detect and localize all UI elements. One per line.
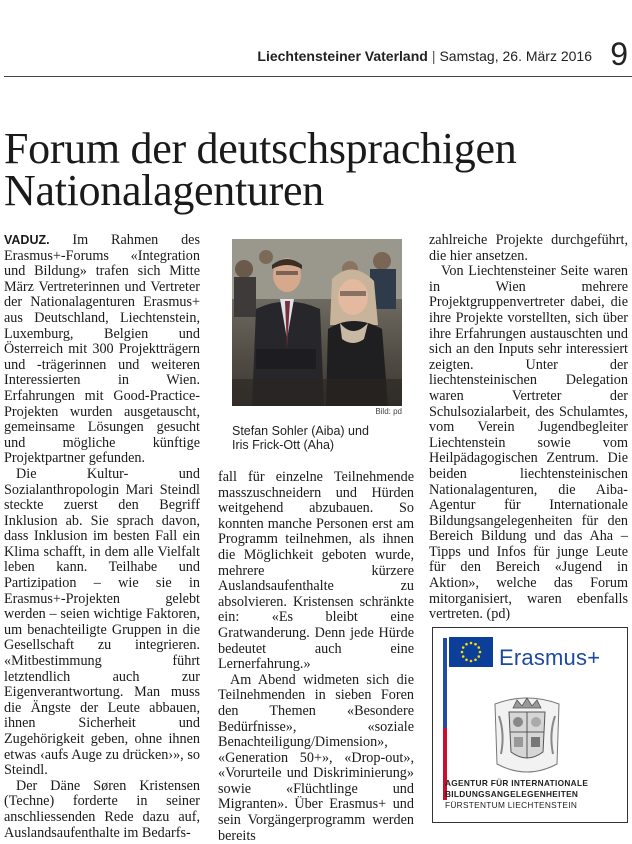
article-column-2	[218, 470, 414, 844]
article-paragraph: Von Liechtensteiner Seite waren in Wien mehrere Projektgruppenvertreter dabei, die ihre Projekte vorstellten, sich über ihre Erfahrungen austauschten und sich an den Inputs sehr interessiert zeigten. Unter der liechtensteinischen Delegation waren Vertreter der Schulsozialarbeit, des Schulamtes, vom Verein Jugendbegleiter Liechtenstein sowie vom Heilpädagogischen Zentrum. Die beiden liechtensteinischen Nationalagenturen, die Aiba-Agentur für Internationale Bildungsangelegenheiten für den Bereich Bildung und das Aha – Tipps und Infos für junge Leute für den Bereich «Jugend in Aktion», welche das Forum mitorganisiert, waren ebenfalls vertreten. (pd)	[429, 263, 628, 623]
dateline: VADUZ.	[4, 233, 50, 247]
liechtenstein-crest-icon	[487, 694, 567, 780]
article-paragraph: fall für einzelne Teilnehmende masszuschneidern und Hürden weitgehend abzubauen. So konnten manche Personen erst am Programm teilnehmen, als ihnen die Möglichkeit geboten wurde, mehrere kürzere Auslandsaufenthalte zu absolvieren. Kristensen schränkte ein: «Es bleibt eine Gratwanderung. Denn jede Hürde bedeutet auch eine Lernerfahrung.»	[218, 469, 414, 673]
eu-flag-icon	[449, 637, 493, 667]
article-photo	[232, 239, 402, 406]
paper-name: Liechtensteiner Vaterland	[257, 48, 428, 64]
agency-line: FÜRSTENTUM LIECHTENSTEIN	[445, 800, 578, 810]
article-column-3	[429, 233, 628, 623]
article-paragraph: Der Däne Søren Kristensen (Techne) forderte in seiner anschliessenden Rede dazu auf, Auslandsaufenthalte im Bedarfs-	[4, 777, 200, 841]
agency-line: BILDUNGSANGELEGENHEITEN	[445, 789, 579, 799]
paper-date: Samstag, 26. März 2016	[439, 48, 592, 64]
agency-line: AGENTUR FÜR INTERNATIONALE	[445, 778, 589, 788]
paper-header	[257, 48, 592, 64]
article-paragraph: Am Abend widmeten sich die Teilnehmenden in sieben Foren den Themen «Besondere Bedürfnisse», «soziale Benachteiligung/Dimension», «Generation 50+», «Drop-out», «Vorurteile und Diskriminierung» sowie «Flüchtlinge und Migranten». Über Erasmus+ und sein Vorgängerprogramm werden bereits	[218, 671, 414, 844]
article-paragraph: Die Kultur- und Sozialanthropologin Mari Steindl steckte zuerst den Begriff Inklusion ab. Sie sprach davon, dass Inklusion im besten Fall ein Klima schafft, in dem alle Vielfalt leben kann. Teilhabe und Partizipation – wie sie in Erasmus+-Projekten gelebt werden – seien wichtige Faktoren, um benachteiligte Gruppen in die Gesellschaft zu integrieren. «Mitbestimmung führt letztendlich auch zur Eigenverantwortung. Man muss die Ängste der Leute abbauen, ihnen Sicherheit und Zugehörigkeit geben, ohne ihnen etwas ‹aufs Auge zu drücken›», so Steindl.	[4, 465, 200, 779]
article-column-1	[4, 233, 200, 841]
page-number: 9	[610, 36, 628, 72]
caption-line: Stefan Sohler (Aiba) und	[232, 424, 369, 438]
photo-credit: Bild: pd	[375, 407, 402, 416]
article-headline: Forum der deutschsprachigen Nationalagenturen	[4, 124, 517, 215]
photo-illustration	[232, 239, 402, 406]
erasmus-wordmark: Erasmus+	[499, 645, 601, 670]
article-paragraph: zahlreiche Projekte durchgeführt, die hier ansetzen.	[429, 232, 628, 264]
header-rule	[4, 76, 632, 77]
erasmus-logo-box	[432, 627, 628, 823]
agency-name	[445, 778, 625, 811]
caption-line: Iris Frick-Ott (Aha)	[232, 438, 335, 452]
photo-caption	[232, 424, 407, 452]
blue-stripe	[443, 638, 447, 728]
header-separator: |	[431, 48, 436, 64]
paragraph-text: Im Rahmen des Erasmus+-Forums «Integration und Bildung» trafen sich Mitte März Vertreterinnen und Vertreter der Nationalagenturen Erasmus+ aus Deutschland, Liechtenstein, Luxemburg, Belgien und Österreich mit 300 Projektträgern und -trägerinnen und weiteren Interessierten in Wien. Erfahrungen mit Good-Practice-Projekten wurden ausgetauscht, gemeinsame Lösungen gesucht und mögliche künftige Projektpartner gefunden.	[4, 232, 200, 467]
article-paragraph	[4, 233, 200, 467]
